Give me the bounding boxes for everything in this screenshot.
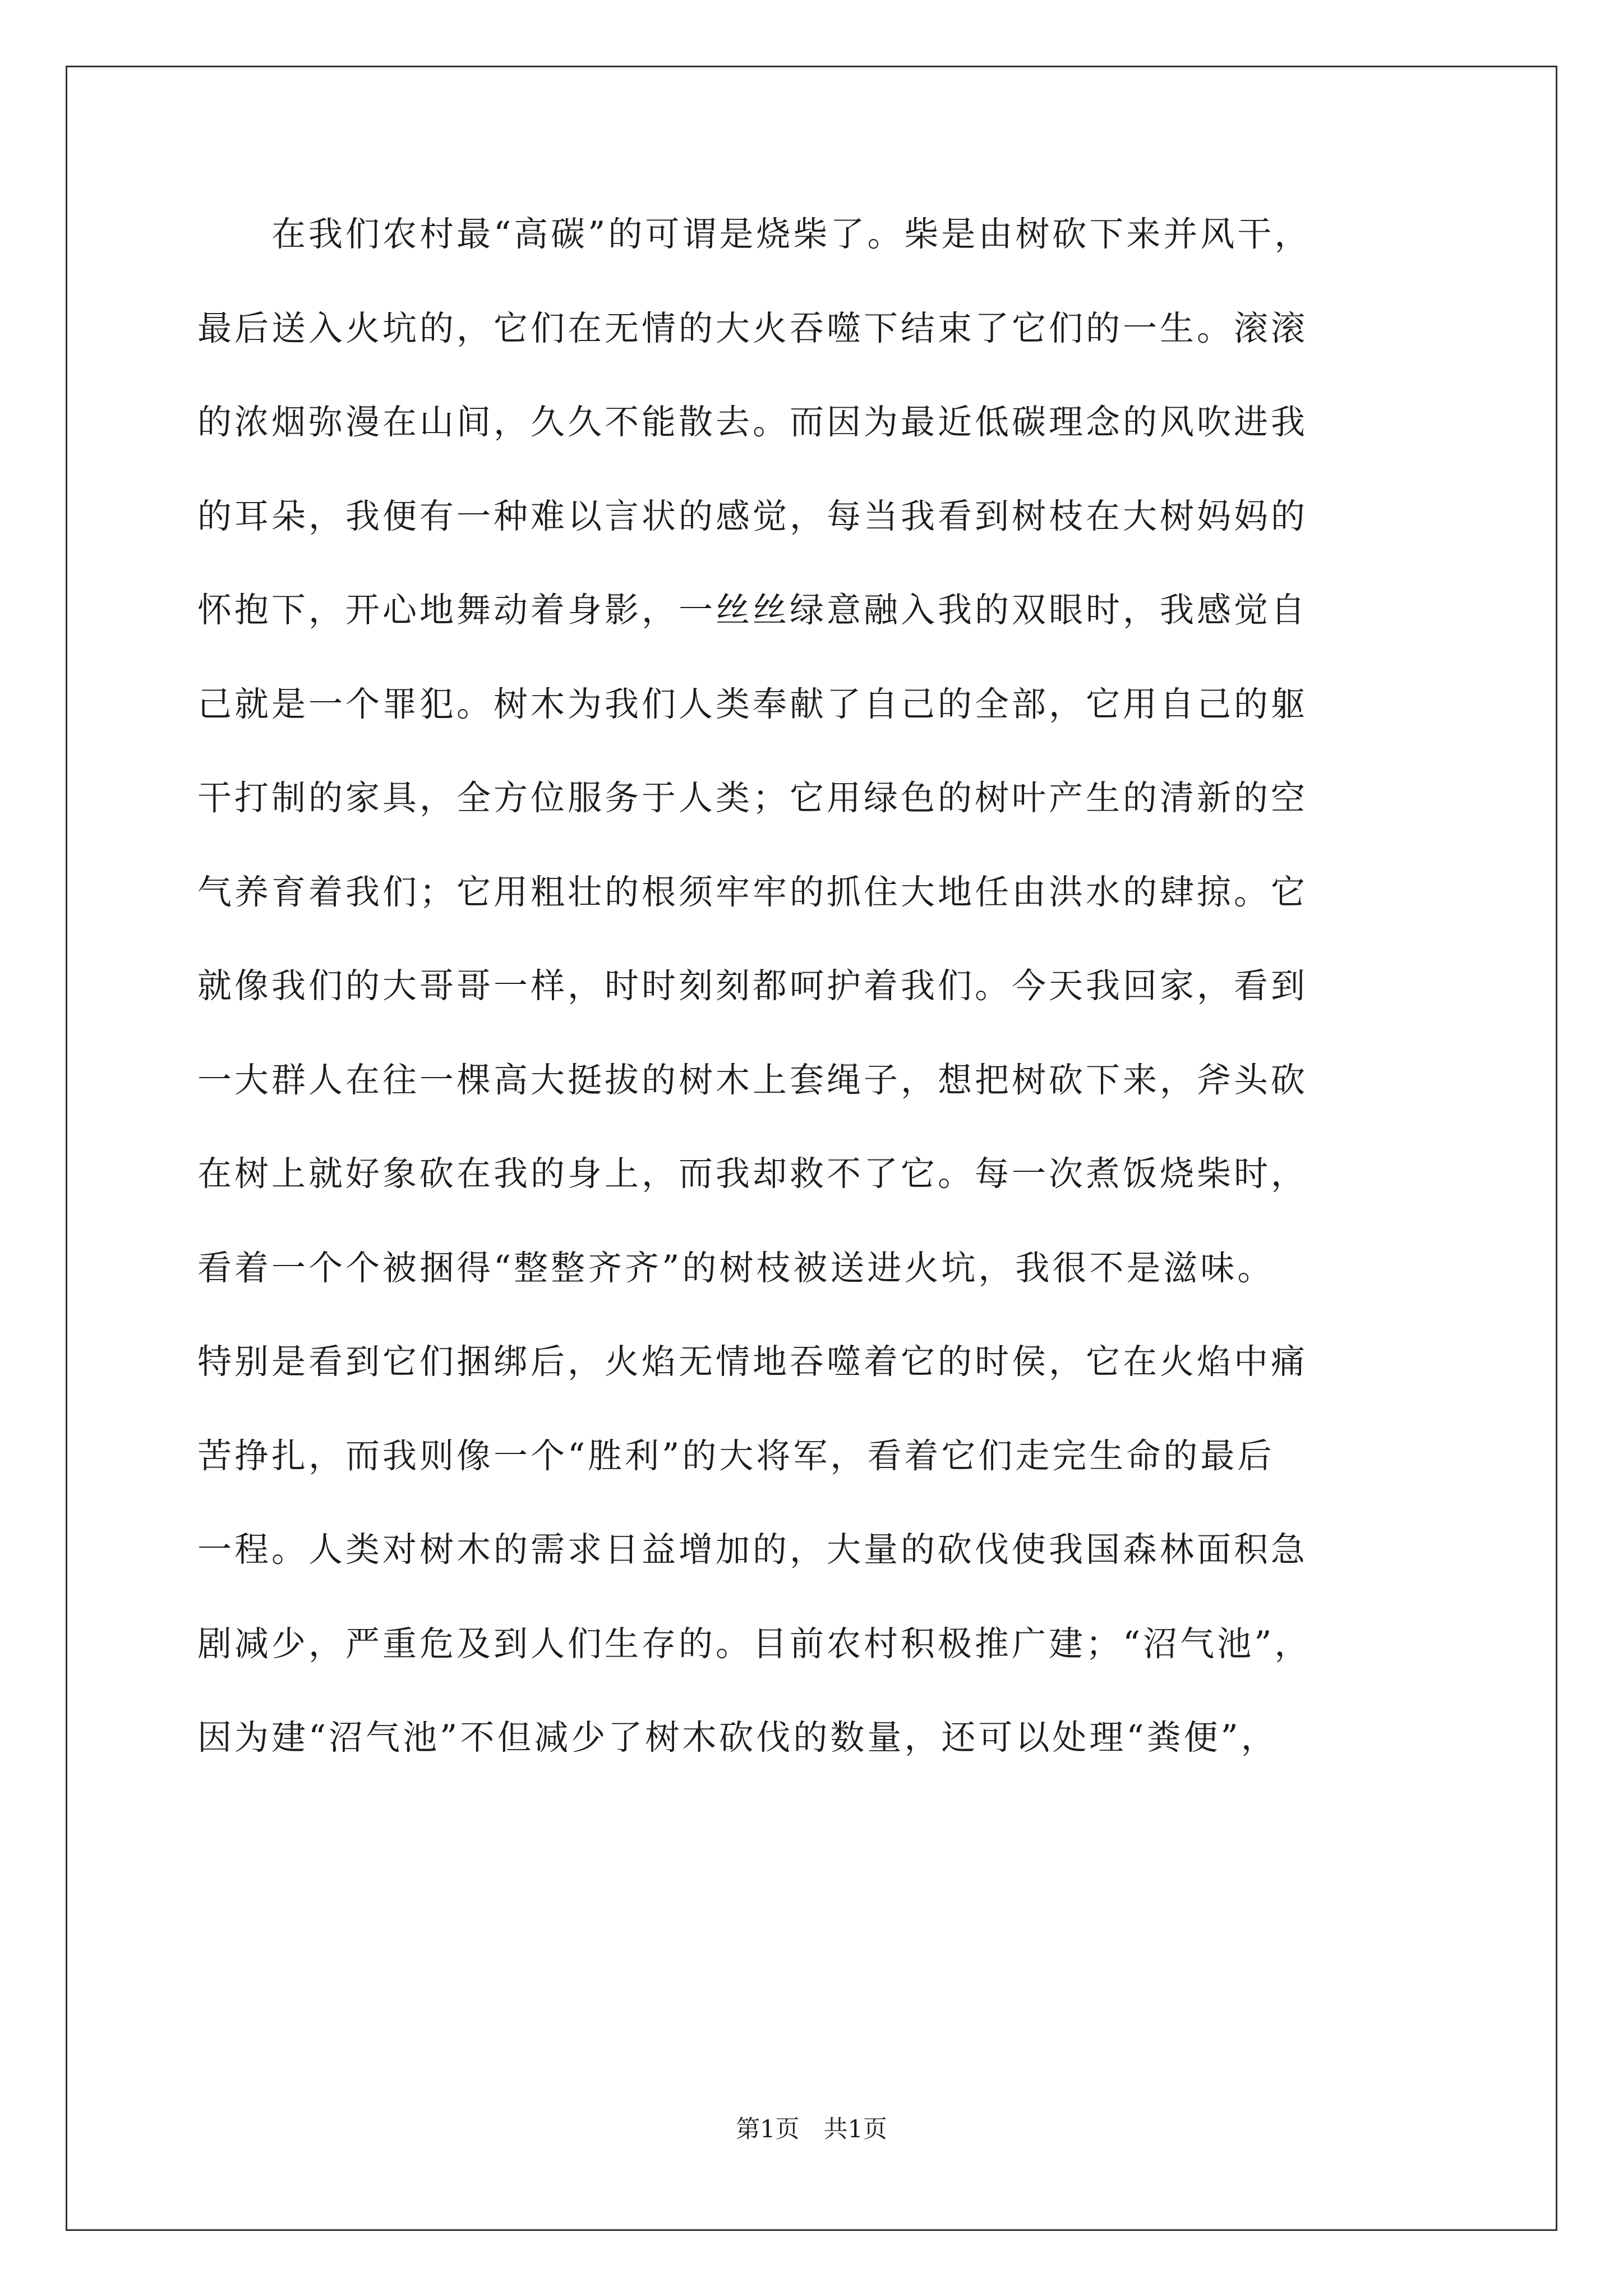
text-line: 干打制的家具，全方位服务于人类；它用绿色的树叶产生的清新的空 [197,778,1308,818]
text-line: 己就是一个罪犯。树木为我们人类奉献了自己的全部，它用自己的躯 [197,684,1308,724]
text-line: 看着一个个被捆得“整整齐齐”的树枝被送进火坑，我很不是滋味。 [197,1248,1275,1288]
text-line: 特别是看到它们捆绑后，火焰无情地吞噬着它的时侯，它在火焰中痛 [197,1342,1308,1382]
text-line: 一程。人类对树木的需求日益增加的，大量的砍伐使我国森林面积急 [197,1530,1308,1570]
text-line: 在树上就好象砍在我的身上，而我却救不了它。每一次煮饭烧柴时， [197,1154,1308,1194]
text-line: 苦挣扎，而我则像一个“胜利”的大将军，看着它们走完生命的最后 [197,1435,1275,1476]
text-line: 最后送入火坑的，它们在无情的大火吞噬下结束了它们的一生。滚滚 [197,308,1308,348]
text-line: 就像我们的大哥哥一样，时时刻刻都呵护着我们。今天我回家，看到 [197,966,1308,1006]
text-line: 在我们农村最“高碳”的可谓是烧柴了。柴是由树砍下来并风干， [197,214,1312,254]
text-line: 的耳朵，我便有一种难以言状的感觉，每当我看到树枝在大树妈妈的 [197,496,1308,536]
text-line: 怀抱下，开心地舞动着身影，一丝丝绿意融入我的双眼时，我感觉自 [197,590,1308,630]
document-body [197,204,1426,1801]
text-line: 一大群人在往一棵高大挺拔的树木上套绳子，想把树砍下来，斧头砍 [197,1060,1308,1100]
text-line: 气养育着我们；它用粗壮的根须牢牢的抓住大地任由洪水的肆掠。它 [197,872,1308,912]
text-line: 的浓烟弥漫在山间，久久不能散去。而因为最近低碳理念的风吹进我 [197,402,1308,442]
text-line: 因为建“沼气池”不但减少了树木砍伐的数量，还可以处理“粪便”， [197,1718,1278,1757]
text-line: 剧减少，严重危及到人们生存的。目前农村积极推广建；“沼气池”， [197,1623,1312,1664]
page-footer: 第1页 共1页 [736,2115,887,2143]
